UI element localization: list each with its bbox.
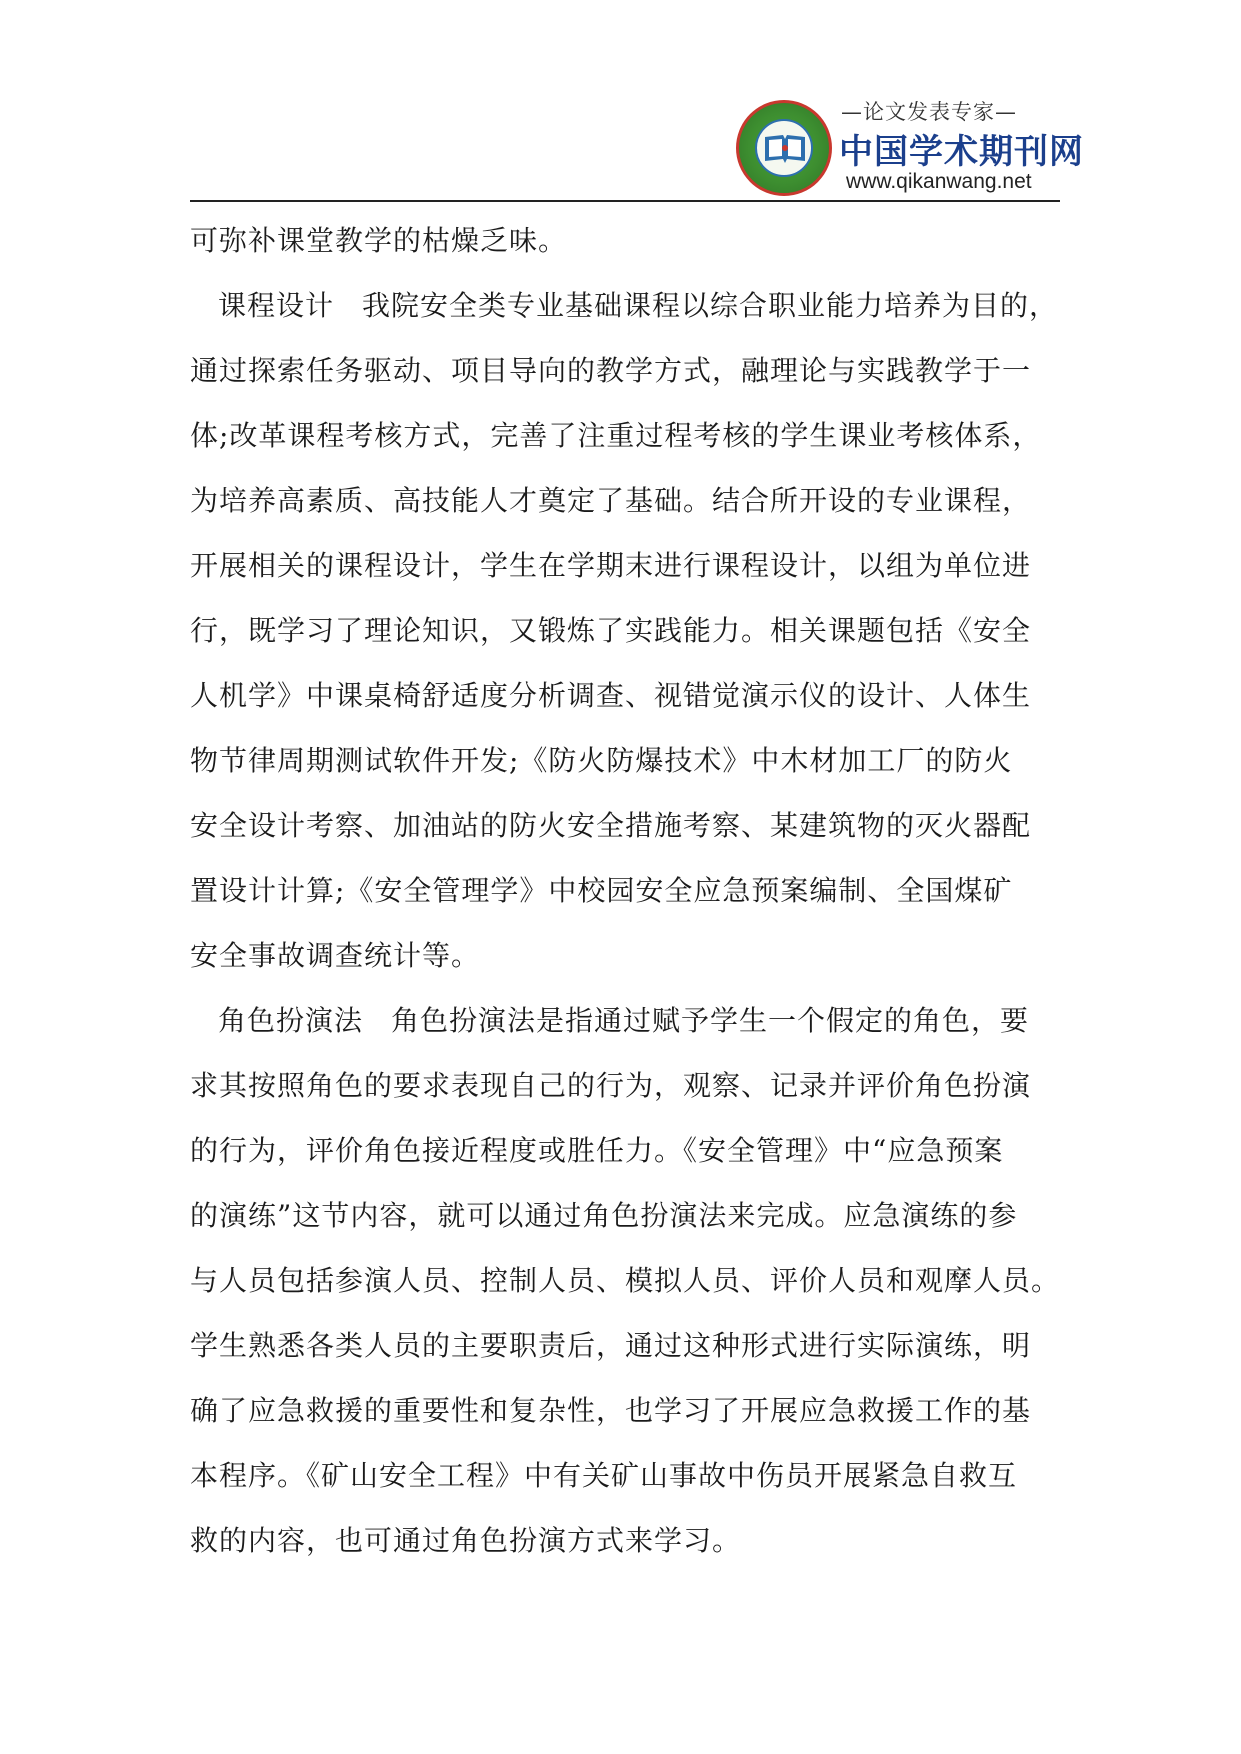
logo-seal: [736, 100, 832, 196]
text-line: 安全设计考察、加油站的防火安全措施考察、某建筑物的灭火器配: [190, 809, 1032, 842]
text-line: 置设计计算;《安全管理学》中校园安全应急预案编制、全国煤矿: [190, 874, 1013, 907]
text-line: 确了应急救援的重要性和复杂性，也学习了开展应急救援工作的基: [190, 1394, 1032, 1427]
text-line: 开展相关的课程设计，学生在学期末进行课程设计，以组为单位进: [190, 549, 1032, 582]
text-line: 为培养高素质、高技能人才奠定了基础。结合所开设的专业课程，: [190, 484, 1032, 517]
text-line: 角色扮演法 角色扮演法是指通过赋予学生一个假定的角色，要: [218, 1004, 1030, 1037]
header-divider: [190, 200, 1060, 202]
text-line: 人机学》中课桌椅舒适度分析调查、视错觉演示仪的设计、人体生: [190, 679, 1032, 712]
text-line: 的行为，评价角色接近程度或胜任力。《安全管理》中“应急预案: [190, 1134, 1004, 1167]
book-icon: [763, 131, 807, 165]
text-line: 体;改革课程考核方式，完善了注重过程考核的学生课业考核体系，: [190, 419, 1042, 452]
text-line: 课程设计 我院安全类专业基础课程以综合职业能力培养为目的，: [218, 289, 1059, 322]
text-line: 求其按照角色的要求表现自己的行为，观察、记录并评价角色扮演: [190, 1069, 1032, 1102]
paragraph-role-play: [190, 988, 1060, 1573]
text-line: 与人员包括参演人员、控制人员、模拟人员、评价人员和观摩人员。: [190, 1264, 1061, 1297]
text-line: 物节律周期测试软件开发;《防火防爆技术》中木材加工厂的防火: [190, 744, 1013, 777]
text-line: 行，既学习了理论知识，又锻炼了实践能力。相关课题包括《安全: [190, 614, 1032, 647]
page-header: [190, 80, 1084, 202]
text-line: 可弥补课堂教学的枯燥乏味。: [190, 224, 568, 257]
text-line: 救的内容，也可通过角色扮演方式来学习。: [190, 1524, 742, 1557]
section-heading: 角色扮演法: [218, 1004, 364, 1037]
paragraph-course-design: [190, 273, 1060, 988]
logo-url: www.qikanwang.net: [846, 170, 1032, 193]
text-line: 通过探索任务驱动、项目导向的教学方式，融理论与实践教学于一: [190, 354, 1032, 387]
journal-logo: [736, 86, 1084, 198]
paragraph-1: [190, 208, 1060, 273]
seal-center: [755, 119, 813, 177]
text-line: 的演练”这节内容，就可以通过角色扮演法来完成。应急演练的参: [190, 1199, 1018, 1232]
section-heading: 课程设计: [218, 289, 335, 322]
logo-tagline: —论文发表专家—: [841, 100, 1017, 124]
text-line: 学生熟悉各类人员的主要职责后，通过这种形式进行实际演练，明: [190, 1329, 1032, 1362]
logo-site-name: 中国学术期刊网: [839, 132, 1084, 172]
document-body: [190, 208, 1060, 1573]
text-line: 本程序。《矿山安全工程》中有关矿山事故中伤员开展紧急自救互: [190, 1459, 1018, 1492]
text-line: 安全事故调查统计等。: [190, 939, 481, 972]
